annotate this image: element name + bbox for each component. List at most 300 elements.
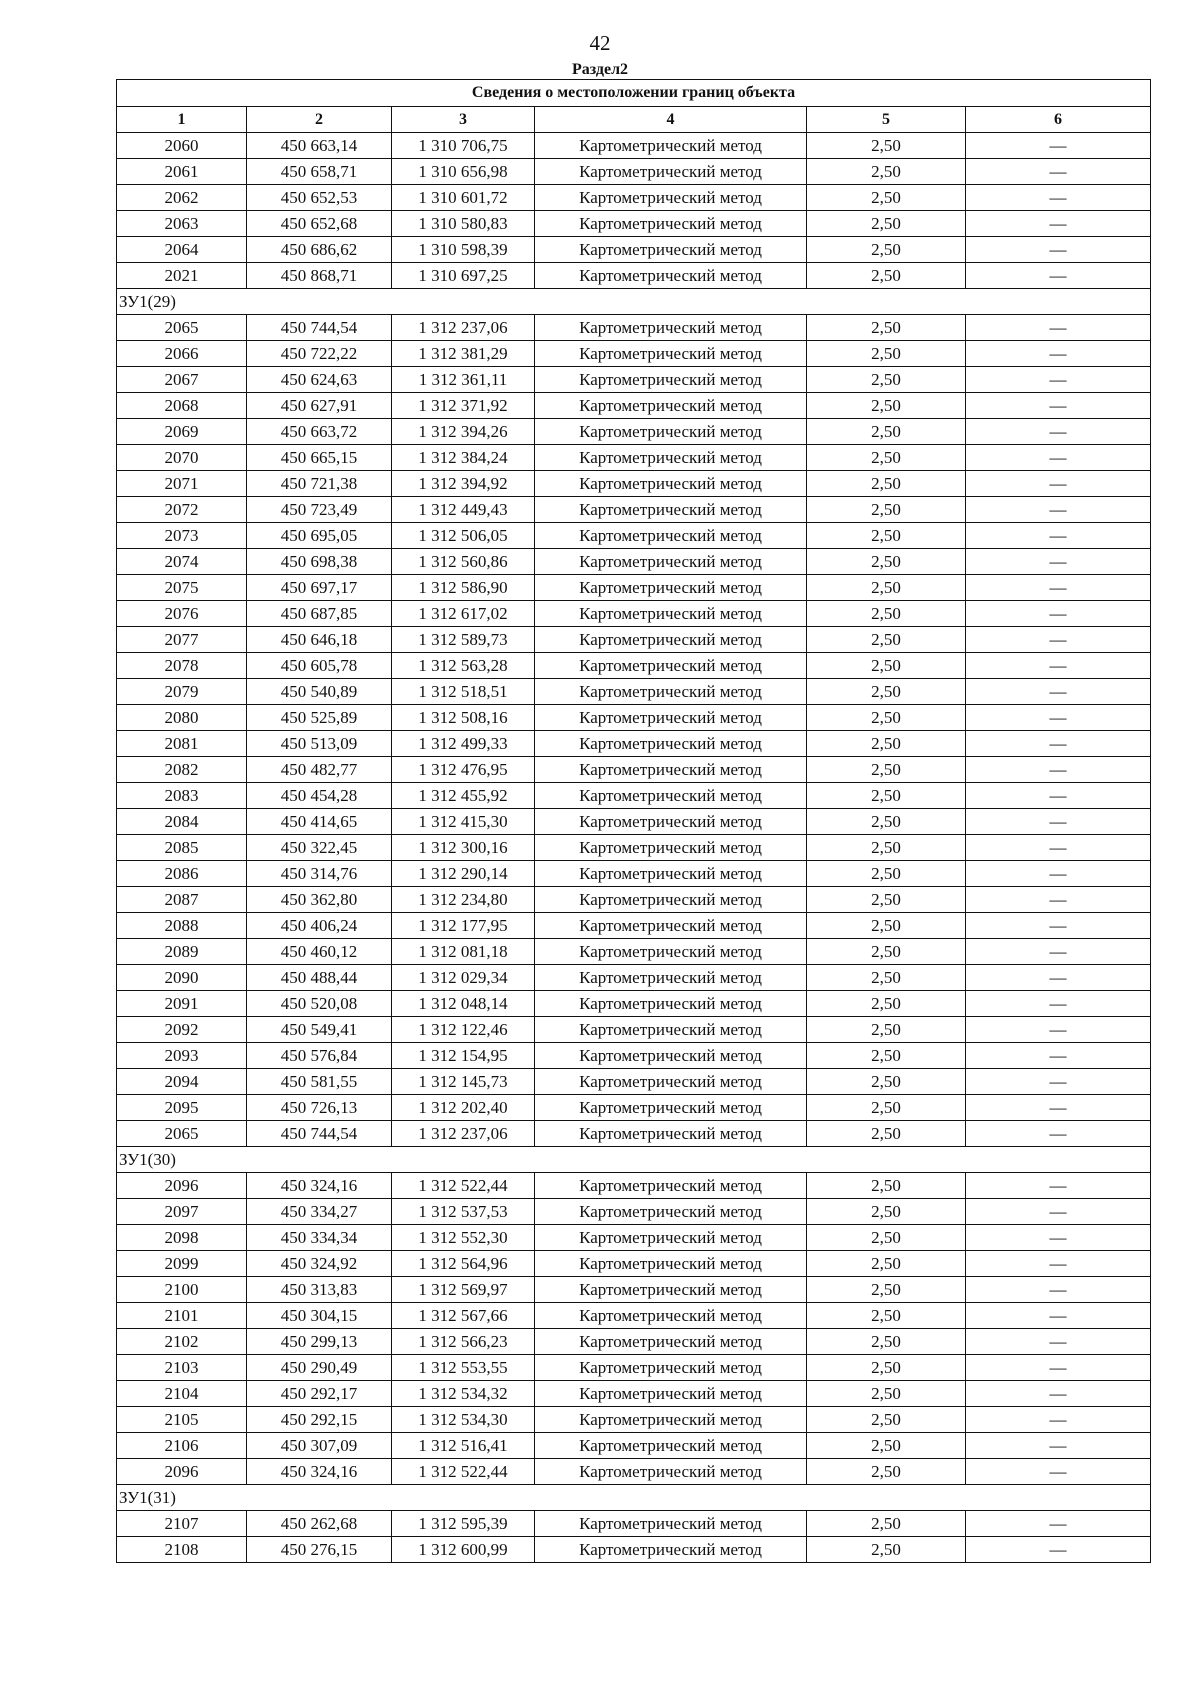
y-coordinate-cell: 1 312 506,05 <box>392 523 535 549</box>
point-number-cell: 2106 <box>117 1433 247 1459</box>
description-cell: — <box>966 783 1151 809</box>
y-coordinate-cell: 1 312 600,99 <box>392 1537 535 1563</box>
y-coordinate-cell: 1 312 455,92 <box>392 783 535 809</box>
x-coordinate-cell: 450 722,22 <box>247 341 392 367</box>
description-cell: — <box>966 679 1151 705</box>
y-coordinate-cell: 1 312 202,40 <box>392 1095 535 1121</box>
y-coordinate-cell: 1 312 617,02 <box>392 601 535 627</box>
column-header: 5 <box>807 107 966 133</box>
table-row <box>117 913 1151 939</box>
method-cell: Картометрический метод <box>535 263 807 289</box>
description-cell: — <box>966 1407 1151 1433</box>
accuracy-cell: 2,50 <box>807 237 966 263</box>
point-number-cell: 2062 <box>117 185 247 211</box>
point-number-cell: 2087 <box>117 887 247 913</box>
point-number-cell: 2108 <box>117 1537 247 1563</box>
point-number-cell: 2066 <box>117 341 247 367</box>
x-coordinate-cell: 450 313,83 <box>247 1277 392 1303</box>
table-row <box>117 1329 1151 1355</box>
description-cell: — <box>966 601 1151 627</box>
method-cell: Картометрический метод <box>535 341 807 367</box>
table-row <box>117 341 1151 367</box>
y-coordinate-cell: 1 312 522,44 <box>392 1173 535 1199</box>
group-label: ЗУ1(29) <box>117 289 1151 315</box>
y-coordinate-cell: 1 312 361,11 <box>392 367 535 393</box>
x-coordinate-cell: 450 698,38 <box>247 549 392 575</box>
accuracy-cell: 2,50 <box>807 835 966 861</box>
x-coordinate-cell: 450 744,54 <box>247 315 392 341</box>
point-number-cell: 2094 <box>117 1069 247 1095</box>
x-coordinate-cell: 450 520,08 <box>247 991 392 1017</box>
method-cell: Картометрический метод <box>535 1381 807 1407</box>
method-cell: Картометрический метод <box>535 1017 807 1043</box>
description-cell: — <box>966 627 1151 653</box>
description-cell: — <box>966 1381 1151 1407</box>
y-coordinate-cell: 1 312 567,66 <box>392 1303 535 1329</box>
description-cell: — <box>966 185 1151 211</box>
method-cell: Картометрический метод <box>535 835 807 861</box>
table-row <box>117 1095 1151 1121</box>
y-coordinate-cell: 1 312 177,95 <box>392 913 535 939</box>
x-coordinate-cell: 450 652,53 <box>247 185 392 211</box>
table-row <box>117 731 1151 757</box>
accuracy-cell: 2,50 <box>807 705 966 731</box>
table-row <box>117 861 1151 887</box>
description-cell: — <box>966 445 1151 471</box>
point-number-cell: 2101 <box>117 1303 247 1329</box>
table-row <box>117 809 1151 835</box>
x-coordinate-cell: 450 334,27 <box>247 1199 392 1225</box>
point-number-cell: 2076 <box>117 601 247 627</box>
point-number-cell: 2079 <box>117 679 247 705</box>
y-coordinate-cell: 1 312 569,97 <box>392 1277 535 1303</box>
method-cell: Картометрический метод <box>535 1095 807 1121</box>
accuracy-cell: 2,50 <box>807 757 966 783</box>
x-coordinate-cell: 450 525,89 <box>247 705 392 731</box>
point-number-cell: 2078 <box>117 653 247 679</box>
x-coordinate-cell: 450 299,13 <box>247 1329 392 1355</box>
method-cell: Картометрический метод <box>535 367 807 393</box>
description-cell: — <box>966 523 1151 549</box>
point-number-cell: 2061 <box>117 159 247 185</box>
table-row <box>117 939 1151 965</box>
point-number-cell: 2063 <box>117 211 247 237</box>
accuracy-cell: 2,50 <box>807 1173 966 1199</box>
description-cell: — <box>966 133 1151 159</box>
table-row <box>117 1173 1151 1199</box>
description-cell: — <box>966 1225 1151 1251</box>
point-number-cell: 2064 <box>117 237 247 263</box>
accuracy-cell: 2,50 <box>807 1095 966 1121</box>
method-cell: Картометрический метод <box>535 1537 807 1563</box>
y-coordinate-cell: 1 312 522,44 <box>392 1459 535 1485</box>
x-coordinate-cell: 450 324,16 <box>247 1459 392 1485</box>
group-row <box>117 1147 1151 1173</box>
table-row <box>117 835 1151 861</box>
y-coordinate-cell: 1 312 566,23 <box>392 1329 535 1355</box>
description-cell: — <box>966 887 1151 913</box>
method-cell: Картометрический метод <box>535 991 807 1017</box>
point-number-cell: 2088 <box>117 913 247 939</box>
y-coordinate-cell: 1 312 145,73 <box>392 1069 535 1095</box>
x-coordinate-cell: 450 334,34 <box>247 1225 392 1251</box>
x-coordinate-cell: 450 488,44 <box>247 965 392 991</box>
table-row <box>117 419 1151 445</box>
point-number-cell: 2100 <box>117 1277 247 1303</box>
method-cell: Картометрический метод <box>535 601 807 627</box>
group-row <box>117 1485 1151 1511</box>
y-coordinate-cell: 1 312 122,46 <box>392 1017 535 1043</box>
method-cell: Картометрический метод <box>535 523 807 549</box>
x-coordinate-cell: 450 665,15 <box>247 445 392 471</box>
y-coordinate-cell: 1 312 029,34 <box>392 965 535 991</box>
description-cell: — <box>966 731 1151 757</box>
point-number-cell: 2081 <box>117 731 247 757</box>
y-coordinate-cell: 1 310 697,25 <box>392 263 535 289</box>
accuracy-cell: 2,50 <box>807 965 966 991</box>
method-cell: Картометрический метод <box>535 549 807 575</box>
table-row <box>117 263 1151 289</box>
point-number-cell: 2096 <box>117 1173 247 1199</box>
section-title: Раздел2 <box>571 61 629 78</box>
point-number-cell: 2107 <box>117 1511 247 1537</box>
table-row <box>117 315 1151 341</box>
point-number-cell: 2099 <box>117 1251 247 1277</box>
description-cell: — <box>966 497 1151 523</box>
point-number-cell: 2074 <box>117 549 247 575</box>
accuracy-cell: 2,50 <box>807 783 966 809</box>
method-cell: Картометрический метод <box>535 1407 807 1433</box>
table-row <box>117 1251 1151 1277</box>
method-cell: Картометрический метод <box>535 965 807 991</box>
point-number-cell: 2096 <box>117 1459 247 1485</box>
y-coordinate-cell: 1 310 580,83 <box>392 211 535 237</box>
table-row <box>117 367 1151 393</box>
table-row <box>117 887 1151 913</box>
x-coordinate-cell: 450 322,45 <box>247 835 392 861</box>
y-coordinate-cell: 1 312 516,41 <box>392 1433 535 1459</box>
table-row <box>117 133 1151 159</box>
description-cell: — <box>966 549 1151 575</box>
method-cell: Картометрический метод <box>535 1199 807 1225</box>
table-row <box>117 679 1151 705</box>
accuracy-cell: 2,50 <box>807 419 966 445</box>
accuracy-cell: 2,50 <box>807 731 966 757</box>
accuracy-cell: 2,50 <box>807 1225 966 1251</box>
x-coordinate-cell: 450 414,65 <box>247 809 392 835</box>
method-cell: Картометрический метод <box>535 133 807 159</box>
accuracy-cell: 2,50 <box>807 939 966 965</box>
table-row <box>117 1225 1151 1251</box>
point-number-cell: 2071 <box>117 471 247 497</box>
description-cell: — <box>966 835 1151 861</box>
point-number-cell: 2091 <box>117 991 247 1017</box>
description-cell: — <box>966 471 1151 497</box>
y-coordinate-cell: 1 310 601,72 <box>392 185 535 211</box>
point-number-cell: 2069 <box>117 419 247 445</box>
method-cell: Картометрический метод <box>535 185 807 211</box>
y-coordinate-cell: 1 312 415,30 <box>392 809 535 835</box>
description-cell: — <box>966 237 1151 263</box>
table-row <box>117 549 1151 575</box>
accuracy-cell: 2,50 <box>807 1407 966 1433</box>
accuracy-cell: 2,50 <box>807 549 966 575</box>
y-coordinate-cell: 1 312 476,95 <box>392 757 535 783</box>
y-coordinate-cell: 1 312 371,92 <box>392 393 535 419</box>
column-header-row <box>117 107 1151 133</box>
x-coordinate-cell: 450 406,24 <box>247 913 392 939</box>
table-row <box>117 653 1151 679</box>
description-cell: — <box>966 939 1151 965</box>
table-row <box>117 1511 1151 1537</box>
point-number-cell: 2103 <box>117 1355 247 1381</box>
method-cell: Картометрический метод <box>535 861 807 887</box>
method-cell: Картометрический метод <box>535 1433 807 1459</box>
point-number-cell: 2060 <box>117 133 247 159</box>
accuracy-cell: 2,50 <box>807 627 966 653</box>
description-cell: — <box>966 419 1151 445</box>
accuracy-cell: 2,50 <box>807 523 966 549</box>
table-row <box>117 445 1151 471</box>
method-cell: Картометрический метод <box>535 757 807 783</box>
x-coordinate-cell: 450 726,13 <box>247 1095 392 1121</box>
description-cell: — <box>966 575 1151 601</box>
x-coordinate-cell: 450 721,38 <box>247 471 392 497</box>
accuracy-cell: 2,50 <box>807 1537 966 1563</box>
method-cell: Картометрический метод <box>535 211 807 237</box>
accuracy-cell: 2,50 <box>807 913 966 939</box>
point-number-cell: 2075 <box>117 575 247 601</box>
point-number-cell: 2065 <box>117 315 247 341</box>
x-coordinate-cell: 450 646,18 <box>247 627 392 653</box>
accuracy-cell: 2,50 <box>807 1017 966 1043</box>
point-number-cell: 2098 <box>117 1225 247 1251</box>
x-coordinate-cell: 450 262,68 <box>247 1511 392 1537</box>
method-cell: Картометрический метод <box>535 653 807 679</box>
column-header: 1 <box>117 107 247 133</box>
point-number-cell: 2021 <box>117 263 247 289</box>
y-coordinate-cell: 1 312 534,30 <box>392 1407 535 1433</box>
x-coordinate-cell: 450 868,71 <box>247 263 392 289</box>
y-coordinate-cell: 1 312 290,14 <box>392 861 535 887</box>
description-cell: — <box>966 965 1151 991</box>
table-row <box>117 1069 1151 1095</box>
point-number-cell: 2102 <box>117 1329 247 1355</box>
description-cell: — <box>966 263 1151 289</box>
point-number-cell: 2083 <box>117 783 247 809</box>
method-cell: Картометрический метод <box>535 1173 807 1199</box>
y-coordinate-cell: 1 312 234,80 <box>392 887 535 913</box>
y-coordinate-cell: 1 310 598,39 <box>392 237 535 263</box>
description-cell: — <box>966 861 1151 887</box>
point-number-cell: 2104 <box>117 1381 247 1407</box>
y-coordinate-cell: 1 312 589,73 <box>392 627 535 653</box>
table-row <box>117 705 1151 731</box>
description-cell: — <box>966 1251 1151 1277</box>
method-cell: Картометрический метод <box>535 913 807 939</box>
accuracy-cell: 2,50 <box>807 471 966 497</box>
y-coordinate-cell: 1 312 237,06 <box>392 315 535 341</box>
description-cell: — <box>966 991 1151 1017</box>
method-cell: Картометрический метод <box>535 731 807 757</box>
table-row <box>117 1043 1151 1069</box>
method-cell: Картометрический метод <box>535 159 807 185</box>
y-coordinate-cell: 1 312 518,51 <box>392 679 535 705</box>
y-coordinate-cell: 1 312 381,29 <box>392 341 535 367</box>
description-cell: — <box>966 705 1151 731</box>
y-coordinate-cell: 1 310 706,75 <box>392 133 535 159</box>
accuracy-cell: 2,50 <box>807 1355 966 1381</box>
x-coordinate-cell: 450 658,71 <box>247 159 392 185</box>
column-header: 4 <box>535 107 807 133</box>
method-cell: Картометрический метод <box>535 237 807 263</box>
x-coordinate-cell: 450 576,84 <box>247 1043 392 1069</box>
table-row <box>117 627 1151 653</box>
y-coordinate-cell: 1 312 154,95 <box>392 1043 535 1069</box>
description-cell: — <box>966 1095 1151 1121</box>
method-cell: Картометрический метод <box>535 1251 807 1277</box>
group-label: ЗУ1(31) <box>117 1485 1151 1511</box>
description-cell: — <box>966 809 1151 835</box>
y-coordinate-cell: 1 312 048,14 <box>392 991 535 1017</box>
y-coordinate-cell: 1 312 552,30 <box>392 1225 535 1251</box>
table-row <box>117 237 1151 263</box>
description-cell: — <box>966 913 1151 939</box>
accuracy-cell: 2,50 <box>807 1433 966 1459</box>
description-cell: — <box>966 1043 1151 1069</box>
table-row <box>117 1121 1151 1147</box>
description-cell: — <box>966 1121 1151 1147</box>
y-coordinate-cell: 1 312 595,39 <box>392 1511 535 1537</box>
description-cell: — <box>966 1017 1151 1043</box>
table-row <box>117 965 1151 991</box>
point-number-cell: 2070 <box>117 445 247 471</box>
y-coordinate-cell: 1 312 394,26 <box>392 419 535 445</box>
table-row <box>117 1277 1151 1303</box>
column-header: 2 <box>247 107 392 133</box>
y-coordinate-cell: 1 310 656,98 <box>392 159 535 185</box>
accuracy-cell: 2,50 <box>807 601 966 627</box>
x-coordinate-cell: 450 686,62 <box>247 237 392 263</box>
point-number-cell: 2097 <box>117 1199 247 1225</box>
table-row <box>117 1433 1151 1459</box>
x-coordinate-cell: 450 663,72 <box>247 419 392 445</box>
description-cell: — <box>966 1173 1151 1199</box>
table-row <box>117 393 1151 419</box>
table-body <box>117 133 1151 1563</box>
table-row <box>117 601 1151 627</box>
table-row <box>117 1199 1151 1225</box>
accuracy-cell: 2,50 <box>807 1043 966 1069</box>
table-row <box>117 471 1151 497</box>
description-cell: — <box>966 1433 1151 1459</box>
x-coordinate-cell: 450 460,12 <box>247 939 392 965</box>
x-coordinate-cell: 450 314,76 <box>247 861 392 887</box>
point-number-cell: 2080 <box>117 705 247 731</box>
group-label: ЗУ1(30) <box>117 1147 1151 1173</box>
table-row <box>117 211 1151 237</box>
x-coordinate-cell: 450 304,15 <box>247 1303 392 1329</box>
x-coordinate-cell: 450 540,89 <box>247 679 392 705</box>
x-coordinate-cell: 450 687,85 <box>247 601 392 627</box>
description-cell: — <box>966 159 1151 185</box>
table-row <box>117 1355 1151 1381</box>
y-coordinate-cell: 1 312 384,24 <box>392 445 535 471</box>
method-cell: Картометрический метод <box>535 1043 807 1069</box>
method-cell: Картометрический метод <box>535 627 807 653</box>
accuracy-cell: 2,50 <box>807 315 966 341</box>
x-coordinate-cell: 450 723,49 <box>247 497 392 523</box>
table-row <box>117 497 1151 523</box>
table-row <box>117 1303 1151 1329</box>
method-cell: Картометрический метод <box>535 887 807 913</box>
x-coordinate-cell: 450 695,05 <box>247 523 392 549</box>
table-row <box>117 523 1151 549</box>
description-cell: — <box>966 341 1151 367</box>
y-coordinate-cell: 1 312 553,55 <box>392 1355 535 1381</box>
accuracy-cell: 2,50 <box>807 653 966 679</box>
method-cell: Картометрический метод <box>535 315 807 341</box>
y-coordinate-cell: 1 312 499,33 <box>392 731 535 757</box>
x-coordinate-cell: 450 663,14 <box>247 133 392 159</box>
page-number: 42 <box>589 31 611 55</box>
coordinates-table <box>116 79 1151 1563</box>
point-number-cell: 2085 <box>117 835 247 861</box>
point-number-cell: 2073 <box>117 523 247 549</box>
method-cell: Картометрический метод <box>535 497 807 523</box>
table-row <box>117 757 1151 783</box>
method-cell: Картометрический метод <box>535 679 807 705</box>
x-coordinate-cell: 450 324,92 <box>247 1251 392 1277</box>
x-coordinate-cell: 450 362,80 <box>247 887 392 913</box>
accuracy-cell: 2,50 <box>807 861 966 887</box>
accuracy-cell: 2,50 <box>807 133 966 159</box>
table-row <box>117 1407 1151 1433</box>
point-number-cell: 2093 <box>117 1043 247 1069</box>
x-coordinate-cell: 450 605,78 <box>247 653 392 679</box>
method-cell: Картометрический метод <box>535 1329 807 1355</box>
x-coordinate-cell: 450 652,68 <box>247 211 392 237</box>
x-coordinate-cell: 450 276,15 <box>247 1537 392 1563</box>
y-coordinate-cell: 1 312 449,43 <box>392 497 535 523</box>
description-cell: — <box>966 1511 1151 1537</box>
point-number-cell: 2090 <box>117 965 247 991</box>
method-cell: Картометрический метод <box>535 1069 807 1095</box>
description-cell: — <box>966 757 1151 783</box>
description-cell: — <box>966 1199 1151 1225</box>
point-number-cell: 2067 <box>117 367 247 393</box>
column-header: 6 <box>966 107 1151 133</box>
accuracy-cell: 2,50 <box>807 1121 966 1147</box>
y-coordinate-cell: 1 312 300,16 <box>392 835 535 861</box>
accuracy-cell: 2,50 <box>807 1303 966 1329</box>
point-number-cell: 2095 <box>117 1095 247 1121</box>
accuracy-cell: 2,50 <box>807 1251 966 1277</box>
table-caption-row <box>117 80 1151 107</box>
accuracy-cell: 2,50 <box>807 1381 966 1407</box>
description-cell: — <box>966 315 1151 341</box>
column-header: 3 <box>392 107 535 133</box>
table-row <box>117 575 1151 601</box>
method-cell: Картометрический метод <box>535 1459 807 1485</box>
table-row <box>117 1537 1151 1563</box>
accuracy-cell: 2,50 <box>807 1511 966 1537</box>
accuracy-cell: 2,50 <box>807 679 966 705</box>
method-cell: Картометрический метод <box>535 1225 807 1251</box>
x-coordinate-cell: 450 624,63 <box>247 367 392 393</box>
method-cell: Картометрический метод <box>535 445 807 471</box>
point-number-cell: 2077 <box>117 627 247 653</box>
